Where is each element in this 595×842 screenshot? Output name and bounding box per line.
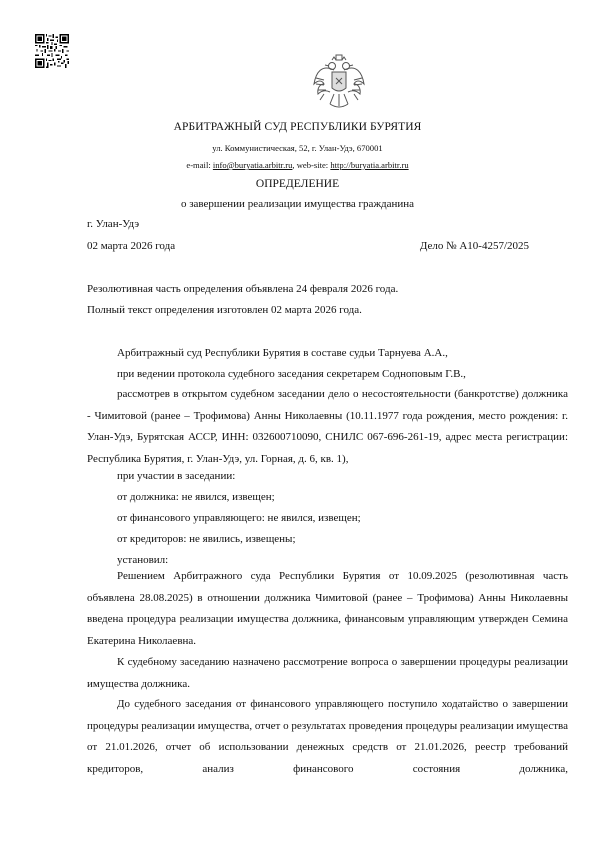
city: г. Улан-Удэ: [87, 218, 140, 230]
paragraph-before-hearing: До судебного заседания от финансового управляющего поступило ходатайство о завершении процедуры реализации имущества, отчет о результатах проведения процедуры реализации имущества от 21.01.2026, отчет об использовании денежных средств от 21.01.2026, реестр требований кредиторов, анализ финансового состояния должника,: [87, 698, 568, 775]
website-link[interactable]: http://buryatia.arbitr.ru: [330, 160, 409, 170]
established-line: установил:: [117, 554, 169, 566]
document-type: ОПРЕДЕЛЕНИЕ: [255, 178, 340, 190]
coat-of-arms-emblem: [312, 54, 366, 114]
qr-code: [35, 34, 69, 68]
manager-line: от финансового управляющего: не явился, извещен;: [117, 512, 361, 524]
paragraph-decision: Решением Арбитражного суда Республики Бурятия от 10.09.2025 (резолютивная часть объявлена 28.08.2025) в отношении должника Чимитовой (ранее – Трофимова) Анны Николаевны введена процедура реализации имущества должника, финансовым управляющим утвержден Семина Екатерина Николаевна.: [87, 570, 568, 647]
paragraph-hearing: К судебному заседанию назначено рассмотрение вопроса о завершении процедуры реализации имущества должника.: [87, 656, 568, 690]
resolution-announced: Резолютивная часть определения объявлена 24 февраля 2026 года.: [87, 283, 399, 295]
court-contacts: [0, 160, 595, 170]
creditors-line: от кредиторов: не явились, извещены;: [117, 533, 296, 545]
case-number: Дело № А10-4257/2025: [419, 240, 529, 252]
court-name: АРБИТРАЖНЫЙ СУД РЕСПУБЛИКИ БУРЯТИЯ: [173, 121, 422, 133]
court-composition: Арбитражный суд Республики Бурятия в составе судьи Тарнуева А.А.,: [117, 347, 448, 359]
paragraph-considered: рассмотрев в открытом судебном заседании дело о несостоятельности (банкротстве) должника - Чимитовой (ранее – Трофимова) Анны Николаевны (10.11.1977 года рождения, место рождения: г. Улан-Удэ, Бурятская АССР, ИНН: 032600710090, СНИЛС 067-696-261-19, адрес места регистрации: Республика Бурятия, г. Улан-Удэ, ул. Горная, д. 6, кв. 1),: [87, 388, 568, 465]
email-link[interactable]: info@buryatia.arbitr.ru: [212, 160, 293, 170]
email-label: e-mail:: [186, 160, 213, 170]
website-label: , web-site:: [292, 160, 331, 170]
participation-line: при участии в заседании:: [117, 470, 236, 482]
document-date: 02 марта 2026 года: [87, 240, 176, 252]
debtor-line: от должника: не явился, извещен;: [117, 491, 275, 503]
full-text-made: Полный текст определения изготовлен 02 марта 2026 года.: [87, 304, 362, 316]
secretary-line: при ведении протокола судебного заседания секретарем Содноповым Г.В.,: [117, 368, 466, 380]
document-subject: о завершении реализации имущества гражданина: [180, 198, 415, 210]
court-address: ул. Коммунистическая, 52, г. Улан-Удэ, 670001: [212, 143, 383, 153]
